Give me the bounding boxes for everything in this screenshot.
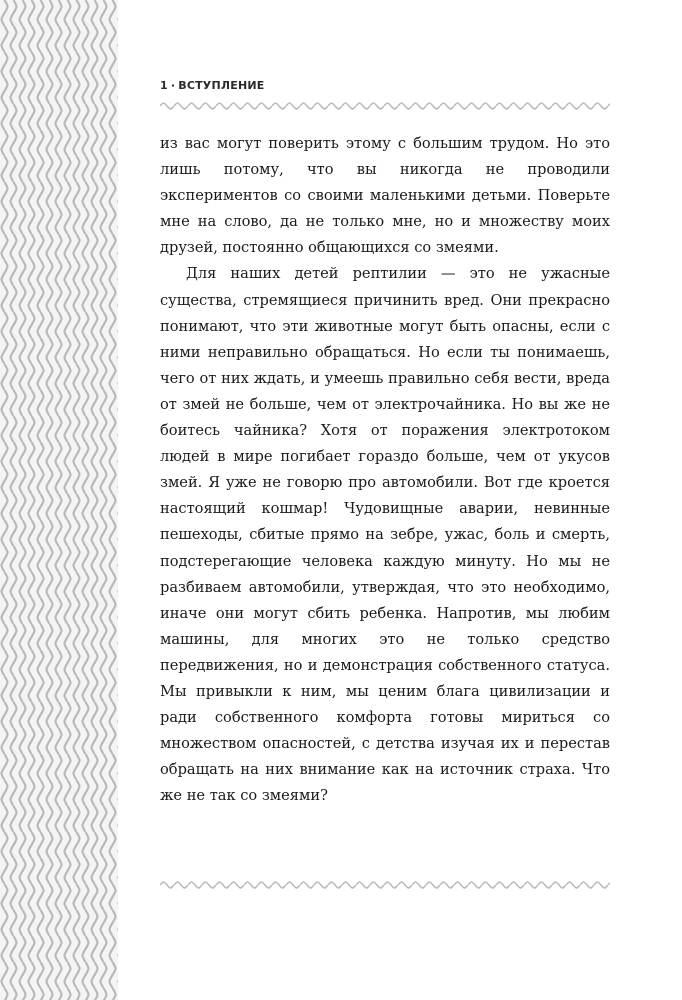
- bottom-wave-divider: [160, 880, 610, 890]
- running-head: [160, 79, 264, 92]
- paragraph-2: Для наших детей рептилии — это не ужасные существа, стремящиеся причинить вред. Они прекрасно понимают, что эти животные могут быть опасны, если с ними неправильно обращаться. Но если ты понимаешь, чего от них ждать, и умеешь правильно себя вести, вреда от змей не больше, чем от электрочайника. Но вы же не боитесь чайника? Хотя от поражения электротоком людей в мире погибает гораздо больше, чем от укусов змей. Я уже не говорю про автомобили. Вот где кроется настоящий кошмар! Чудовищные аварии, невинные пешеходы, сбитые прямо на зебре, ужас, боль и смерть, подстерегающие человека каждую минуту. Но мы не разбиваем автомобили, утверждая, что это необходимо, иначе они могут сбить ребенка. Напротив, мы любим машины, для многих это не только средство передвижения, но и демонстрация собственного статуса. Мы привыкли к ним, мы ценим блага цивилизации и ради собственного комфорта готовы мириться со множеством опасностей, с детства изучая их и перестав обращать на них внимание как на источник страха. Что же не так со змеями?: [160, 265, 610, 805]
- decorative-wave-band: [0, 0, 118, 1000]
- top-wave-divider: [160, 101, 610, 111]
- chapter-title: ВСТУПЛЕНИЕ: [178, 79, 265, 92]
- paragraph-1: из вас могут поверить этому с большим трудом. Но это лишь потому, что вы никогда не проводили экспериментов со своими маленькими детьми. Поверьте мне на слово, да не только мне, но и множеству моих друзей, постоянно общающихся со змеями.: [160, 135, 610, 257]
- chapter-number: 1: [160, 79, 168, 92]
- wave-pattern: [0, 0, 118, 1000]
- body-text: [160, 131, 610, 809]
- chapter-separator: ·: [170, 79, 176, 92]
